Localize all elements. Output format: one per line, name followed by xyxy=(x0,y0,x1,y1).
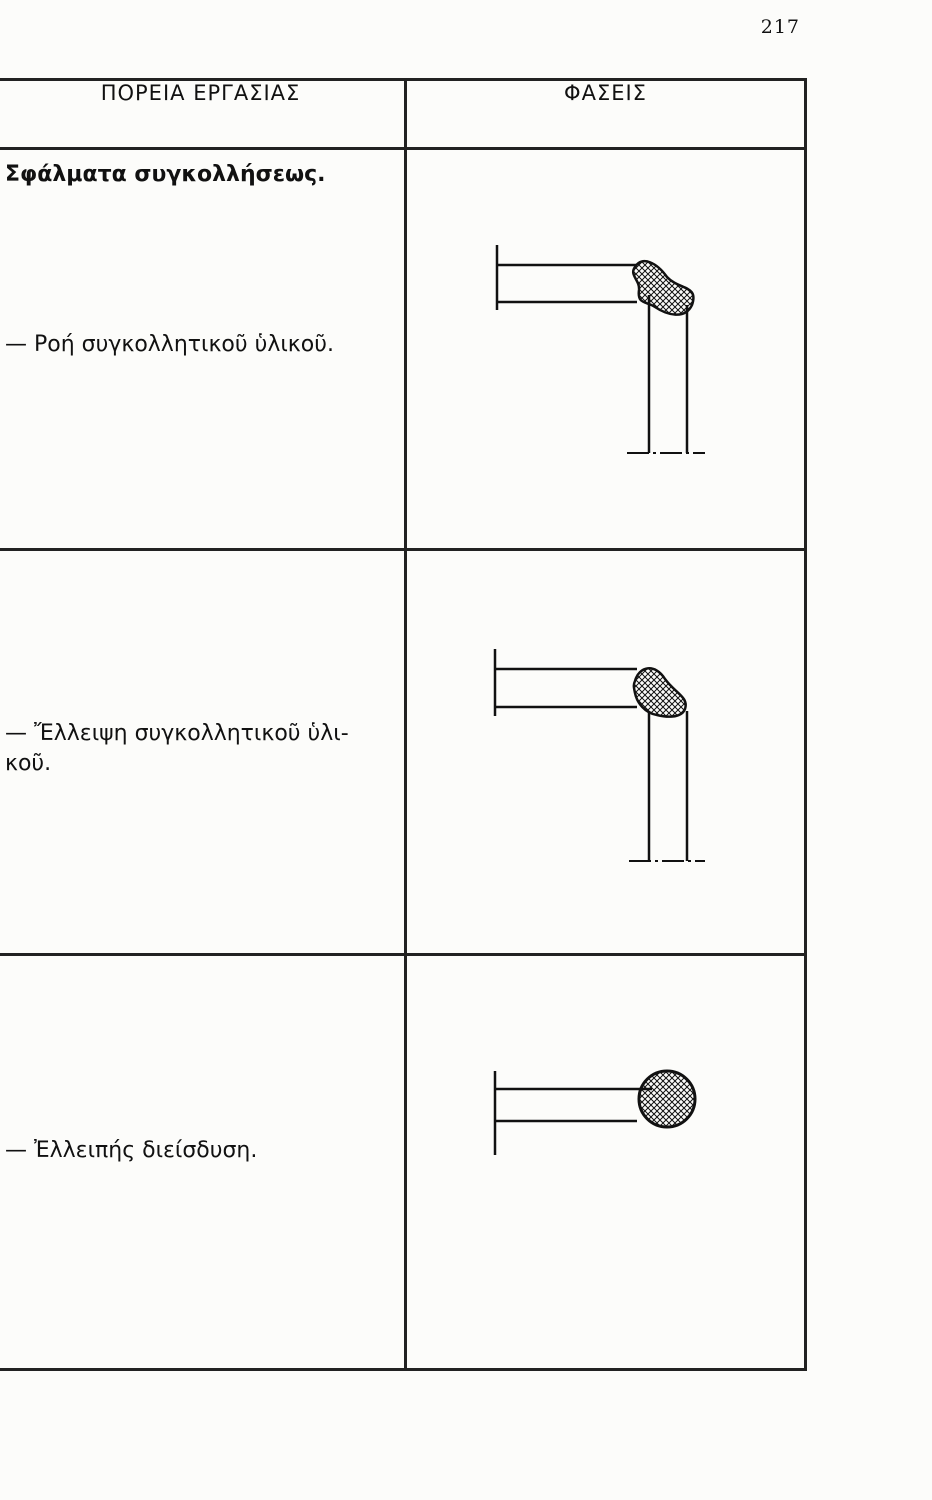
section-title: Σφάλματα συγκολλήσεως. xyxy=(5,162,326,187)
header-phases: ΦΑΣΕΙΣ xyxy=(406,80,806,149)
row3-text: — Ἐλλειπής διείσδυση. xyxy=(5,1138,258,1163)
row1-text: — Ροή συγκολλητικοῦ ὑλικοῦ. xyxy=(5,332,334,357)
row-cell-figure xyxy=(406,955,806,1370)
row-cell-text xyxy=(0,955,406,1370)
row-cell-text xyxy=(0,550,406,955)
row2-text-line1: — Ἔλλειψη συγκολλητικοῦ ὑλι- xyxy=(5,721,349,746)
weld-incomplete-penetration-figure xyxy=(477,1051,737,1271)
row-cell-figure xyxy=(406,149,806,550)
work-procedure-table xyxy=(0,78,807,1371)
row-cell-figure xyxy=(406,550,806,955)
header-work-procedure: ΠΟΡΕΙΑ ΕΡΓΑΣΙΑΣ xyxy=(0,80,406,149)
weld-missing-material-figure xyxy=(477,641,737,881)
row2-text-line2: κοῦ. xyxy=(5,751,52,776)
row-cell-text xyxy=(0,149,406,550)
weld-overflow-figure xyxy=(477,235,737,475)
page-number: 217 xyxy=(760,16,800,38)
